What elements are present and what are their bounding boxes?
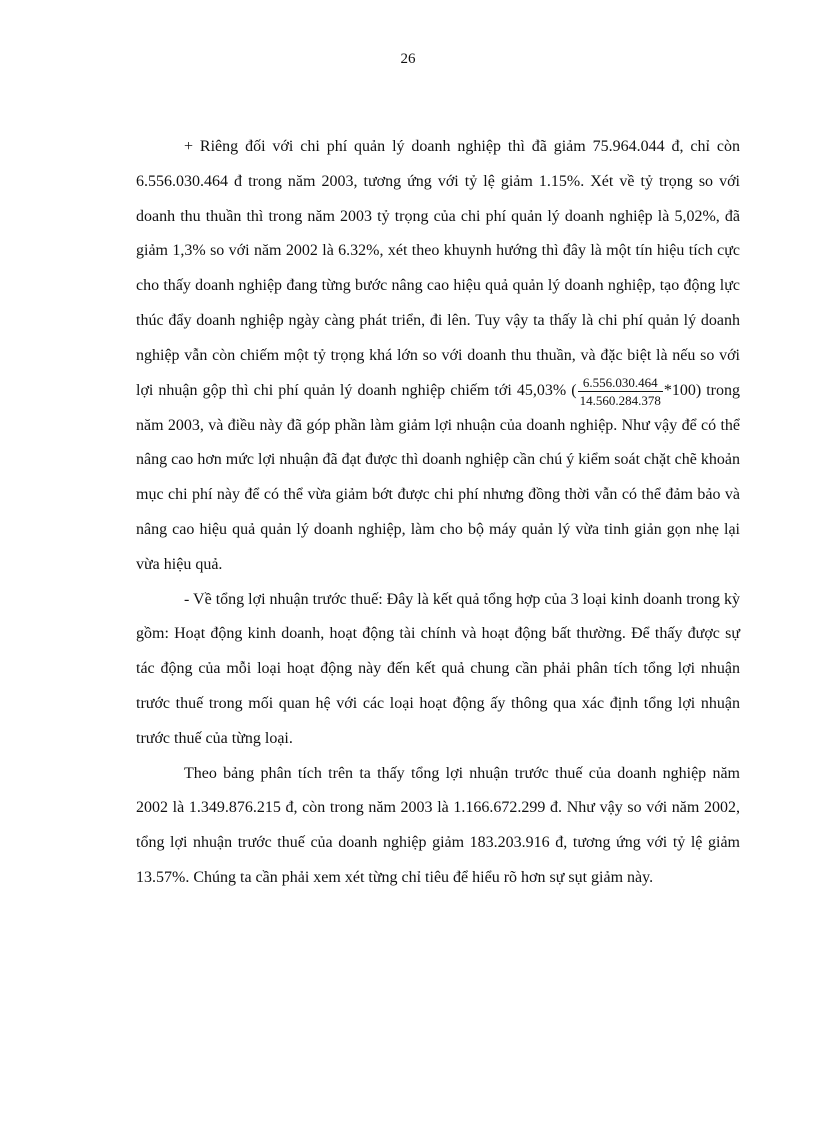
paragraph-1-part-2: trong năm 2003, và điều này đã góp phần làm giảm lợi nhuận của doanh nghiệp. Như vậy để có thể nâng cao hơn mức lợi nhuận đã đạt được thì doanh nghiệp cần chú ý kiểm soát chặt chẽ khoản mục chi phí này để có thể vừa giảm bớt được chi phí nhưng đồng thời vẫn có thể đảm bảo và nâng cao hiệu quả quản lý doanh nghiệp, làm cho bộ máy quản lý vừa tinh giản gọn nhẹ lại vừa hiệu quả. <box>136 381 741 573</box>
body-text <box>136 130 740 896</box>
multiplier: *100) <box>663 381 702 399</box>
paragraph-total-profit: - Về tổng lợi nhuận trước thuế: Đây là kết quả tổng hợp của 3 loại kinh doanh trong kỳ gồm: Hoạt động kinh doanh, hoạt động tài chính và hoạt động bất thường. Để thấy được sự tác động của mỗi loại hoạt động này đến kết quả chung cần phải phân tích tổng lợi nhuận trước thuế trong mối quan hệ với các loại hoạt động ấy thông qua xác định tổng lợi nhuận trước thuế của từng loại. <box>136 590 740 747</box>
fraction-denominator: 14.560.284.378 <box>579 392 661 408</box>
fraction-numerator: 6.556.030.464 <box>582 374 658 390</box>
ratio-expression <box>571 374 702 408</box>
paragraph-management-cost <box>136 130 740 583</box>
open-paren: ( <box>571 381 577 399</box>
paragraph-1-part-1: + Riêng đối với chi phí quản lý doanh nghiệp thì đã giảm 75.964.044 đ, chỉ còn 6.556.030.464 đ trong năm 2003, tương ứng với tỷ lệ giảm 1.15%. Xét về tỷ trọng so với doanh thu thuần thì trong năm 2003 tỷ trọng của chi phí quản lý doanh nghiệp là 5,02%, đã giảm 1,3% so với năm 2002 là 6.32%, xét theo khuynh hướng thì đây là một tín hiệu tích cực cho thấy doanh nghiệp đang từng bước nâng cao hiệu quả quản lý doanh nghiệp, tạo động lực thúc đẩy doanh nghiệp ngày càng phát triển, đi lên. Tuy vậy ta thấy là chi phí quản lý doanh nghiệp vẫn còn chiếm một tỷ trọng khá lớn so với doanh thu thuần, và đặc biệt là nếu so với lợi nhuận gộp thì chi phí quản lý doanh nghiệp chiếm tới 45,03% <box>136 138 740 399</box>
page-number: 26 <box>400 51 416 67</box>
ratio-fraction <box>578 374 663 409</box>
paragraph-analysis: Theo bảng phân tích trên ta thấy tổng lợi nhuận trước thuế của doanh nghiệp năm 2002 là 1.349.876.215 đ, còn trong năm 2003 là 1.166.672.299 đ. Như vậy so với năm 2002, tổng lợi nhuận trước thuế của doanh nghiệp giảm 183.203.916 đ, tương ứng với tỷ lệ giảm 13.57%. Chúng ta cần phải xem xét từng chỉ tiêu để hiểu rõ hơn sự sụt giảm này. <box>136 764 740 886</box>
